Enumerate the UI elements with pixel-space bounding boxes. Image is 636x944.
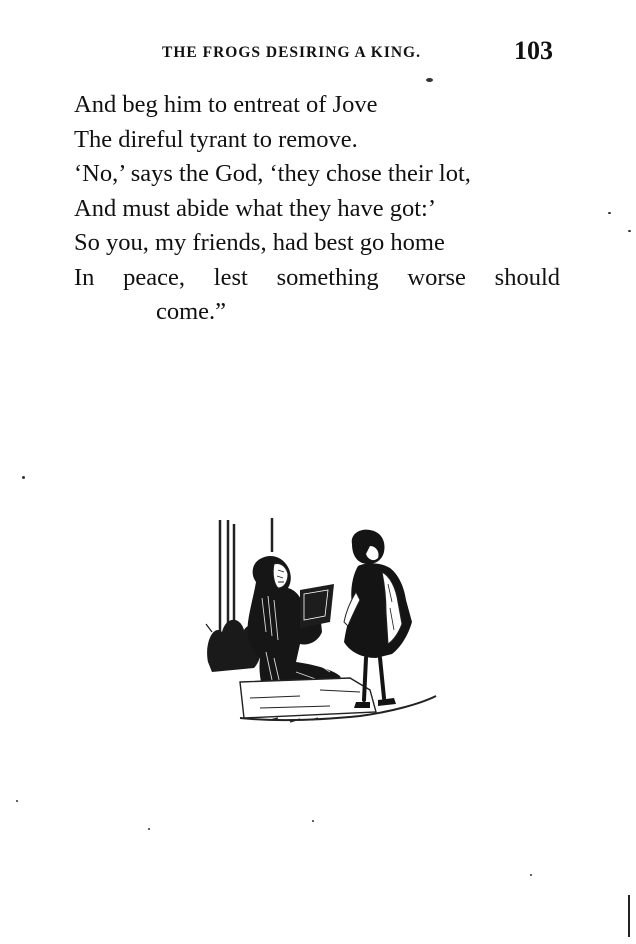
scan-speck: [530, 874, 532, 876]
scan-speck: [426, 78, 433, 82]
verse-line: The direful tyrant to remove.: [74, 125, 358, 153]
scan-speck: [628, 230, 631, 232]
engraving-old-man-reading-with-child-icon: [200, 512, 450, 730]
page-number: 103: [514, 36, 553, 65]
scan-speck: [608, 212, 611, 214]
poem-verse: [74, 88, 564, 330]
running-head-title: THE FROGS DESIRING A KING.: [162, 44, 421, 61]
scan-speck: [16, 800, 18, 802]
verse-line: And must abide what they have got:’: [74, 194, 436, 222]
verse-line: So you, my friends, had best go home: [74, 229, 445, 256]
scan-speck: [148, 828, 150, 830]
scan-speck: [312, 820, 314, 822]
verse-line: In peace, lest something worse should: [74, 263, 560, 291]
scan-speck: [22, 476, 25, 479]
verse-line: And beg him to entreat of Jove: [74, 91, 378, 118]
verse-line: ‘No,’ says the God, ‘they chose their lot,: [74, 160, 471, 187]
scan-edge-line: [628, 895, 630, 937]
verse-line: come.”: [156, 298, 227, 325]
